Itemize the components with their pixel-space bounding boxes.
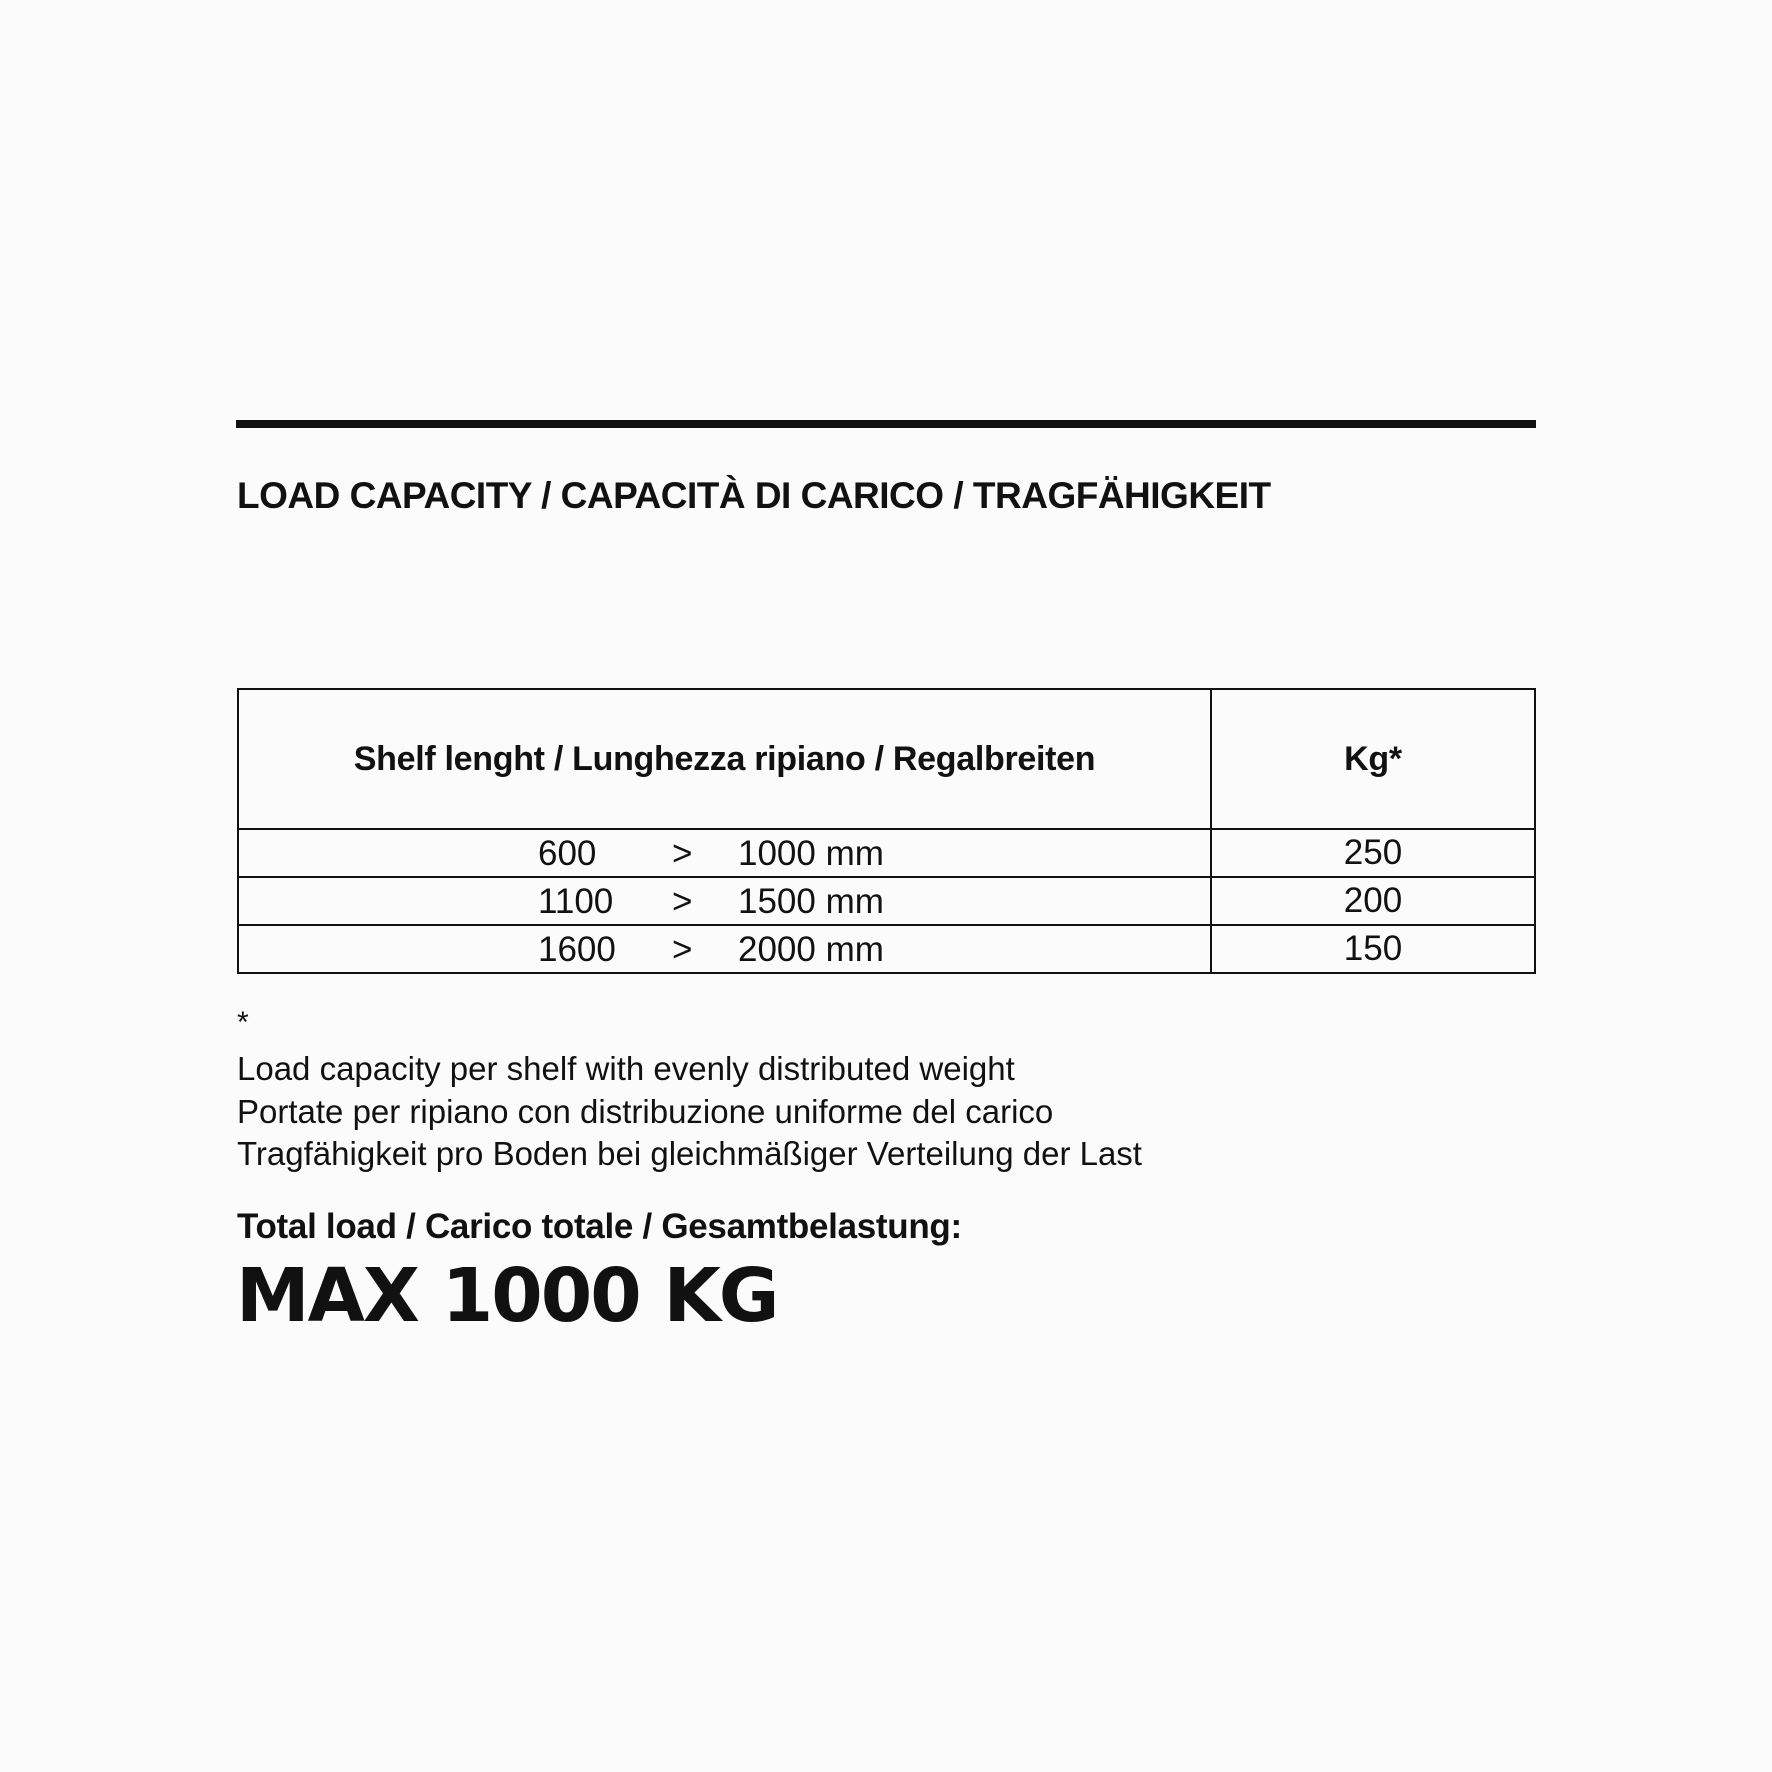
- shelf-length-cell: [238, 877, 1211, 925]
- length-from: 1600: [538, 930, 616, 969]
- kg-cell: 200: [1211, 877, 1535, 925]
- table-row: [238, 829, 1535, 877]
- kg-cell: 150: [1211, 925, 1535, 973]
- length-to: 1000 mm: [738, 834, 884, 873]
- length-range: [239, 831, 1210, 875]
- length-from: 1100: [538, 882, 614, 921]
- footnote-asterisk: *: [237, 1006, 249, 1039]
- length-from: 600: [538, 834, 597, 873]
- shelf-length-cell: [238, 925, 1211, 973]
- shelf-length-header: Shelf lenght / Lunghezza ripiano / Regalbreiten: [238, 689, 1211, 829]
- length-to: 2000 mm: [738, 930, 884, 969]
- table-row: [238, 925, 1535, 973]
- range-arrow: >: [672, 882, 693, 921]
- kg-cell: 250: [1211, 829, 1535, 877]
- shelf-length-cell: [238, 829, 1211, 877]
- section-title: LOAD CAPACITY / CAPACITÀ DI CARICO / TRAGFÄHIGKEIT: [237, 475, 1271, 516]
- table-row: [238, 877, 1535, 925]
- length-range: [239, 927, 1210, 971]
- range-arrow: >: [672, 930, 693, 969]
- top-divider: [236, 420, 1536, 428]
- table-header-row: [238, 689, 1535, 829]
- footnote-line-it: Portate per ripiano con distribuzione uniforme del carico: [237, 1092, 1054, 1130]
- footnote-line-de: Tragfähigkeit pro Boden bei gleichmäßiger Verteilung der Last: [237, 1135, 1142, 1172]
- total-load-value: MAX 1000 KG: [236, 1253, 778, 1339]
- footnote-text: [237, 1048, 1142, 1176]
- load-capacity-table: [237, 688, 1536, 974]
- length-range: [239, 879, 1210, 923]
- range-arrow: >: [672, 834, 693, 873]
- kg-header: Kg*: [1211, 689, 1535, 829]
- length-to: 1500 mm: [738, 882, 884, 921]
- total-load-label: Total load / Carico totale / Gesamtbelastung:: [237, 1207, 962, 1246]
- footnote-line-en: Load capacity per shelf with evenly distributed weight: [237, 1050, 1015, 1087]
